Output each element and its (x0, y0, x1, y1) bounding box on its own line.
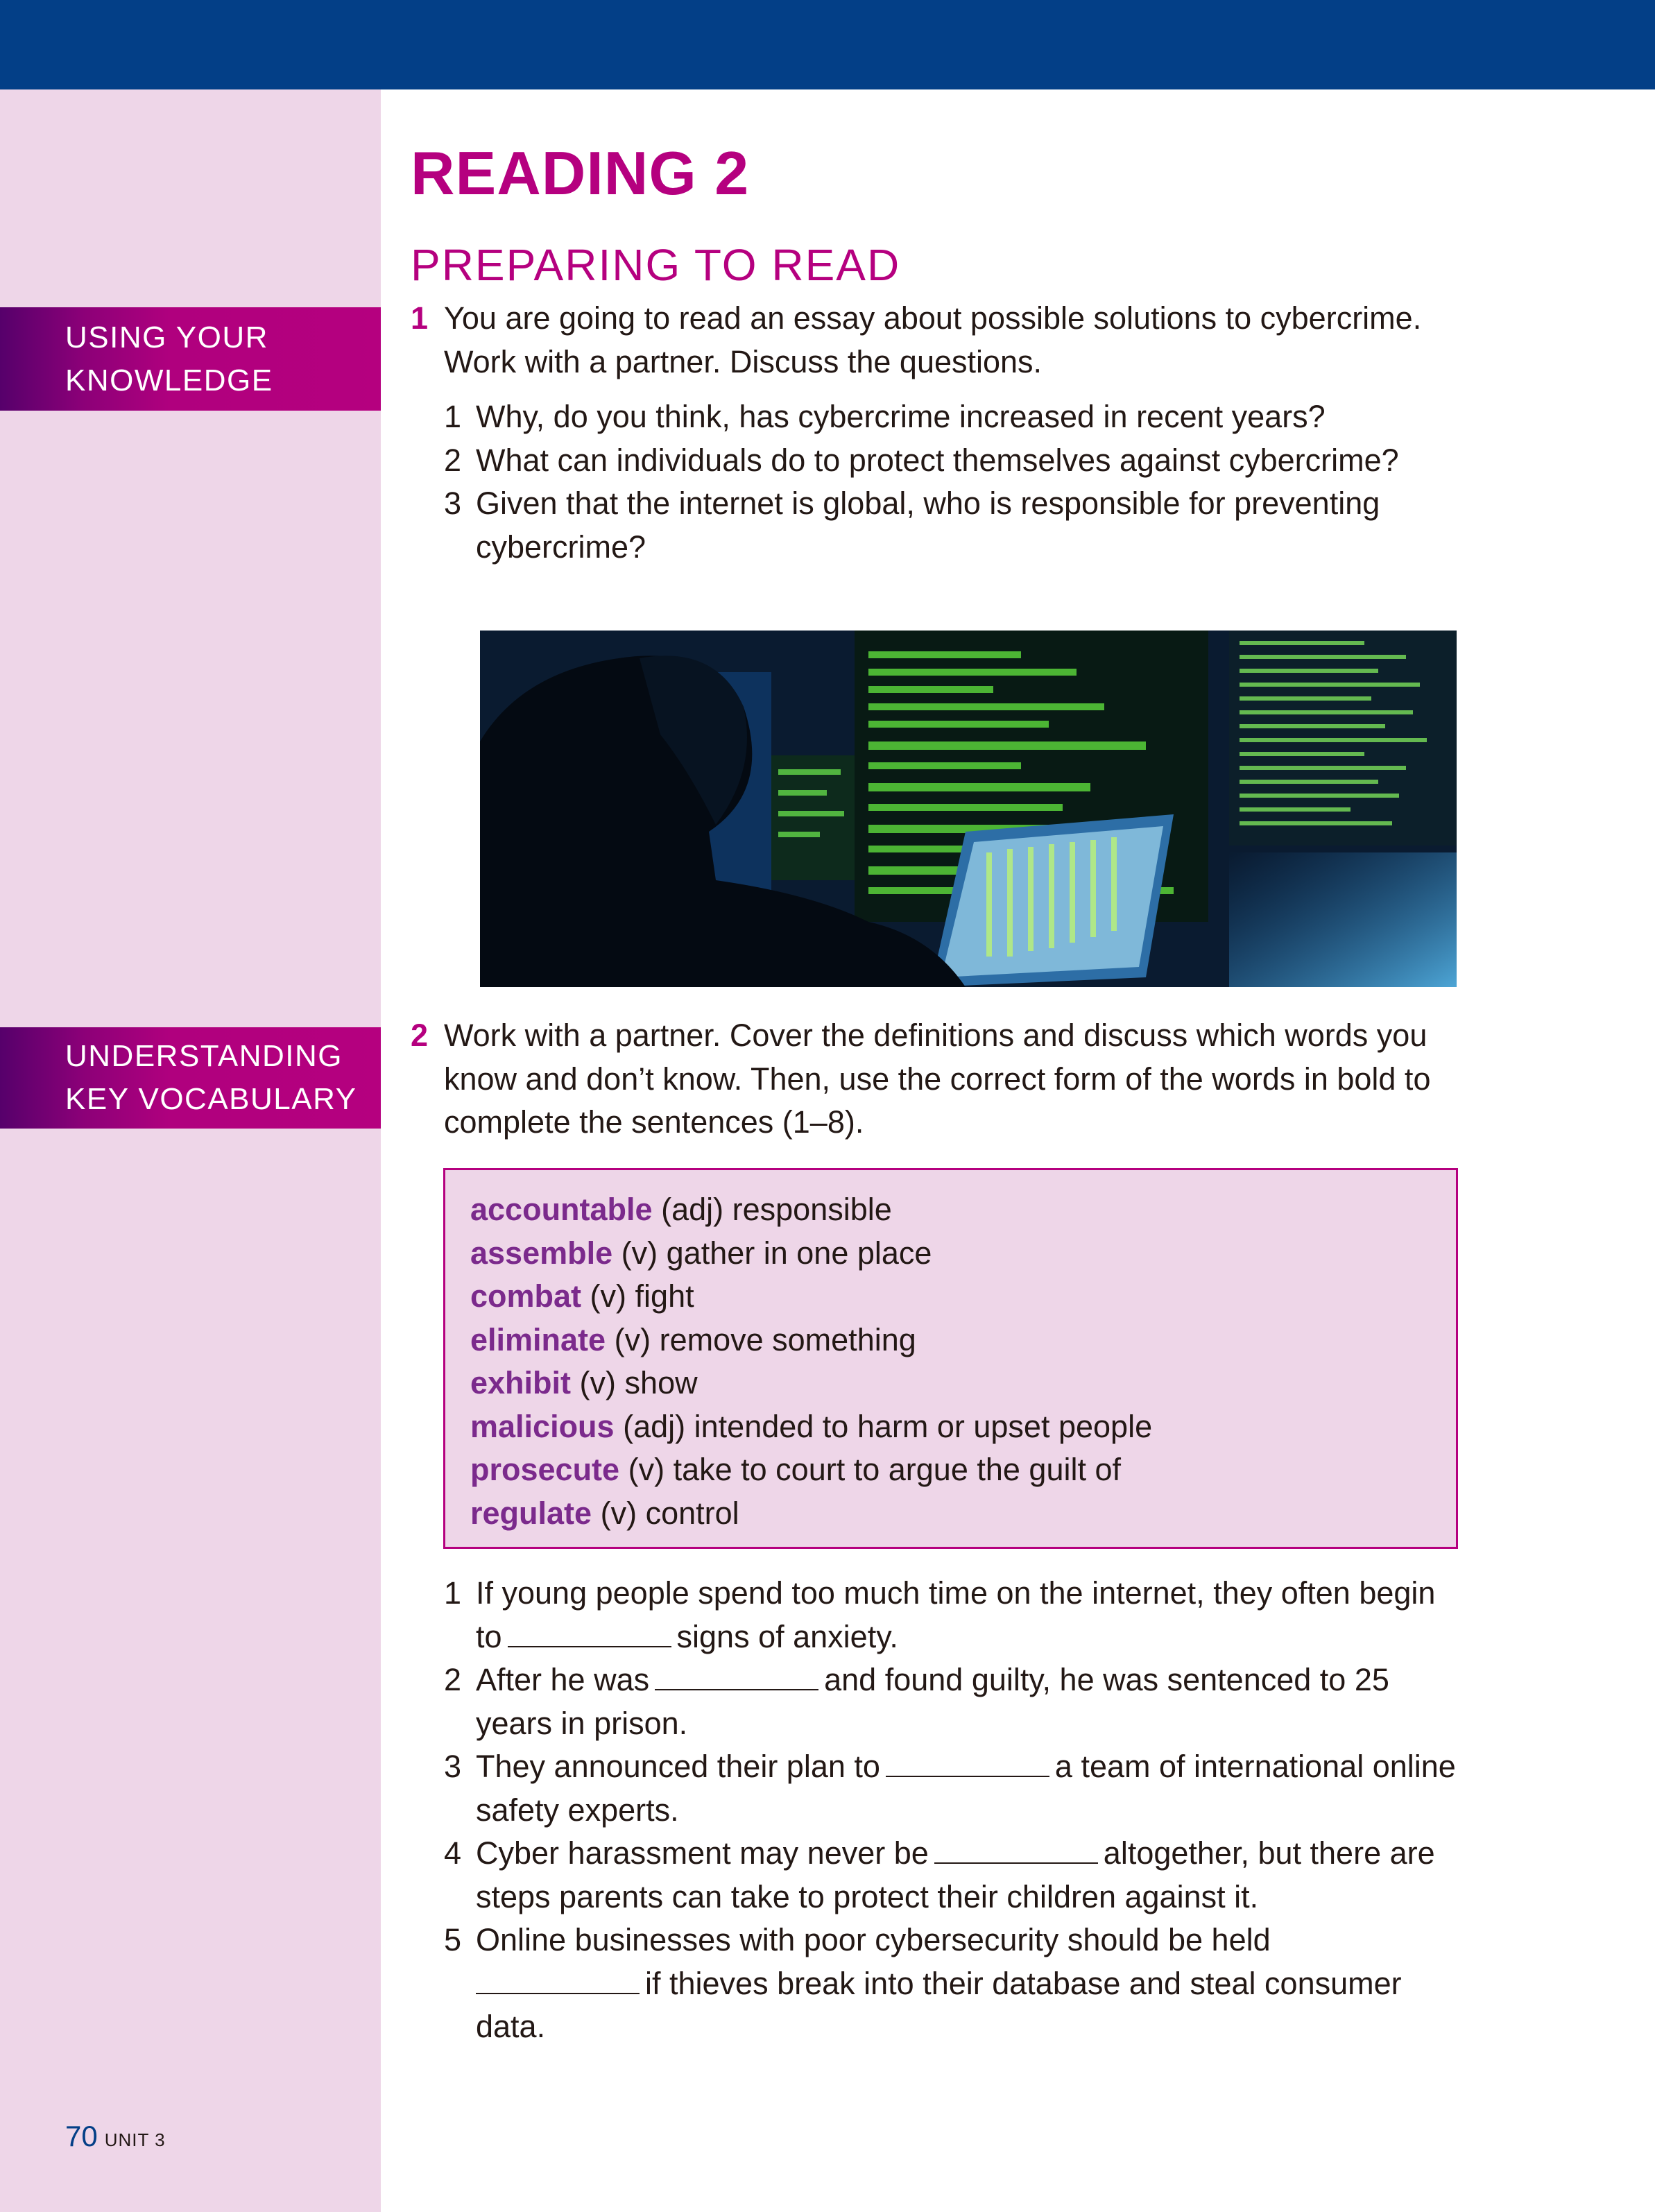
sentence-before: After he was (476, 1662, 650, 1697)
item-number: 3 (444, 486, 462, 521)
vocab-pos: (v) (600, 1495, 637, 1531)
question-text: Given that the internet is global, who is responsible for preventing cybercrime? (476, 486, 1380, 565)
vocab-word: exhibit (470, 1365, 572, 1400)
list-item (444, 1919, 1464, 2049)
exercise-instruction: Work with a partner. Cover the definitions and discuss which words you know and don’t know. Then, use the correct form of the words in bold to complete the sentences (1–8). (444, 1018, 1431, 1140)
exercise-2 (411, 1014, 1465, 1144)
sentence-after: and found guilty, he was sentenced to 25 years in prison. (476, 1662, 1389, 1741)
sentence-before: They announced their plan to (476, 1749, 880, 1784)
exercise-instruction: You are going to read an essay about possible solutions to cybercrime. Work with a partner. Discuss the questions. (444, 300, 1422, 379)
list-item (444, 1658, 1464, 1745)
answer-blank[interactable] (934, 1862, 1098, 1864)
answer-blank[interactable] (476, 1992, 640, 1994)
vocab-word: eliminate (470, 1321, 606, 1357)
vocab-word: regulate (470, 1495, 592, 1531)
vocab-entry (470, 1448, 1456, 1492)
vocab-entry (470, 1188, 1456, 1232)
section-label-line: KEY VOCABULARY (65, 1082, 357, 1116)
vocab-pos: (v) (628, 1452, 665, 1487)
exercise-number: 2 (411, 1018, 429, 1053)
vocab-definition: control (645, 1495, 739, 1531)
page-footer (65, 2119, 166, 2157)
section-label-key-vocabulary (0, 1027, 381, 1129)
list-item (444, 395, 1464, 439)
sentence-before: If young people spend too much time on the internet, they often begin to (476, 1575, 1436, 1654)
section-label-line: USING YOUR (65, 320, 268, 354)
answer-blank[interactable] (655, 1688, 818, 1690)
header-bar (0, 0, 1655, 89)
vocab-definition: show (624, 1365, 698, 1400)
item-number: 1 (444, 1575, 462, 1611)
vocab-word: combat (470, 1278, 582, 1314)
vocab-definition: responsible (732, 1192, 892, 1227)
item-number: 2 (444, 442, 462, 478)
vocab-definition: fight (635, 1278, 694, 1314)
vocab-word: prosecute (470, 1452, 620, 1487)
vocab-pos: (adj) (661, 1192, 724, 1227)
vocab-definition: gather in one place (666, 1235, 932, 1271)
answer-blank[interactable] (886, 1775, 1049, 1777)
section-heading: PREPARING TO READ (411, 240, 901, 290)
vocab-pos: (v) (590, 1278, 627, 1314)
item-number: 5 (444, 1922, 462, 1957)
exercise-number: 1 (411, 300, 429, 336)
gap-fill-sentences (444, 1572, 1464, 2049)
sentence-before: Cyber harassment may never be (476, 1835, 929, 1871)
vocab-entry (470, 1232, 1456, 1276)
question-text: Why, do you think, has cybercrime increased in recent years? (476, 399, 1326, 434)
question-text: What can individuals do to protect themselves against cybercrime? (476, 442, 1399, 478)
vocab-entry (470, 1319, 1456, 1362)
vocab-pos: (v) (579, 1365, 617, 1400)
sentence-before: Online businesses with poor cybersecurity should be held (476, 1922, 1271, 1957)
list-item (444, 482, 1464, 569)
vocab-entry (470, 1492, 1456, 1536)
discussion-questions (444, 395, 1464, 569)
item-number: 1 (444, 399, 462, 434)
page-number: 70 (65, 2120, 98, 2152)
vocab-definition: remove something (659, 1321, 916, 1357)
page-title: READING 2 (411, 139, 750, 207)
vocab-pos: (adj) (623, 1408, 686, 1444)
vocab-pos: (v) (621, 1235, 658, 1271)
vocab-pos: (v) (614, 1321, 651, 1357)
exercise-1 (411, 297, 1465, 384)
list-item (444, 439, 1464, 483)
sentence-after: signs of anxiety. (676, 1618, 898, 1654)
vocab-definition: intended to harm or upset people (694, 1408, 1153, 1444)
vocab-entry (470, 1362, 1456, 1405)
vocab-word: assemble (470, 1235, 613, 1271)
section-label-line: UNDERSTANDING (65, 1039, 343, 1073)
item-number: 3 (444, 1749, 462, 1784)
hacker-photo (480, 631, 1457, 987)
vocab-word: malicious (470, 1408, 615, 1444)
section-label-using-your-knowledge (0, 307, 381, 411)
vocab-entry (470, 1405, 1456, 1449)
item-number: 4 (444, 1835, 462, 1871)
item-number: 2 (444, 1662, 462, 1697)
answer-blank[interactable] (508, 1645, 671, 1647)
unit-label: UNIT 3 (104, 2129, 166, 2150)
vocab-word: accountable (470, 1192, 653, 1227)
sentence-after: if thieves break into their database and steal consumer data. (476, 1965, 1402, 2044)
list-item (444, 1745, 1464, 1832)
vocabulary-box (443, 1168, 1458, 1549)
list-item (444, 1832, 1464, 1919)
sentence-after: altogether, but there are steps parents can take to protect their children against it. (476, 1835, 1435, 1914)
section-label-line: KNOWLEDGE (65, 363, 273, 397)
sentence-after: a team of international online safety experts. (476, 1749, 1456, 1828)
vocab-entry (470, 1275, 1456, 1319)
list-item (444, 1572, 1464, 1658)
vocab-definition: take to court to argue the guilt of (673, 1452, 1121, 1487)
